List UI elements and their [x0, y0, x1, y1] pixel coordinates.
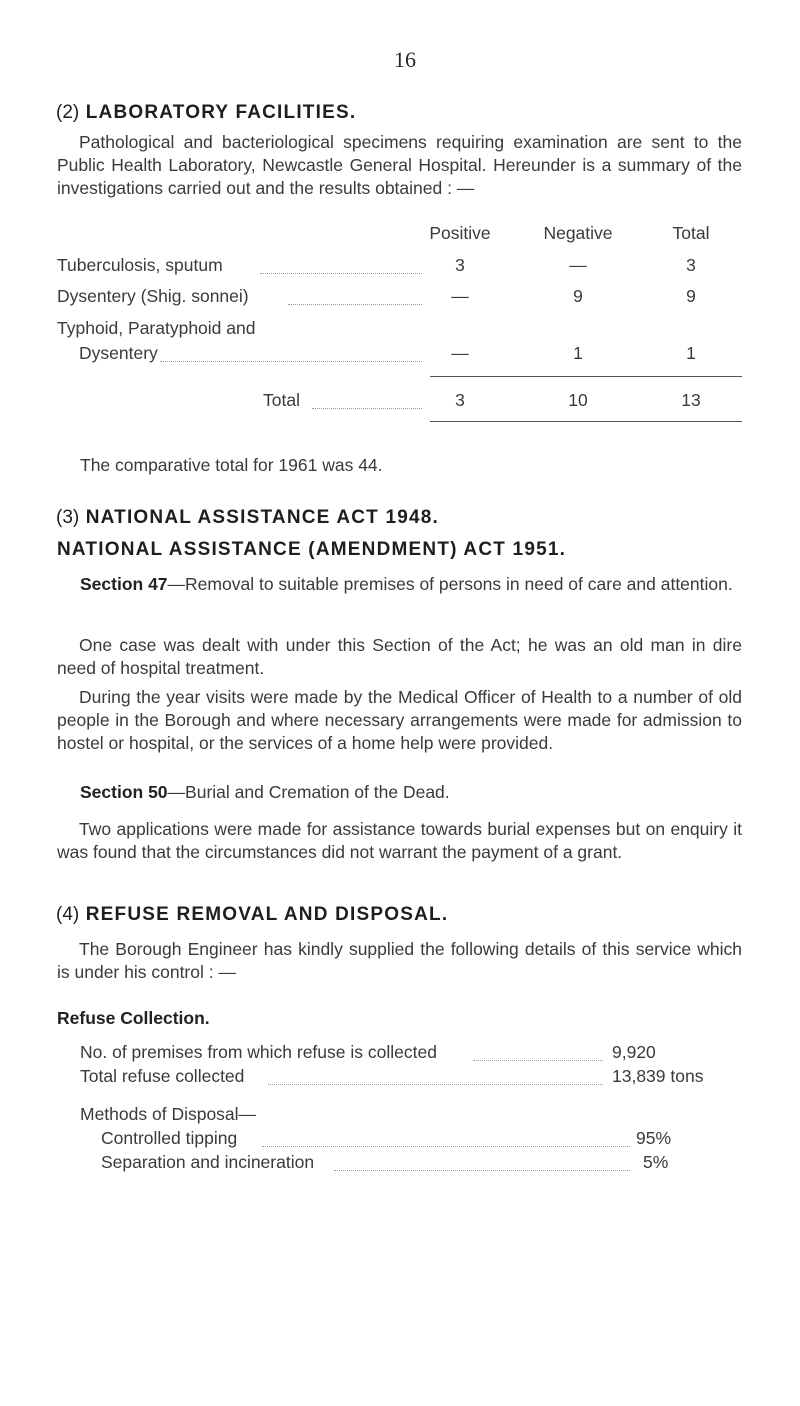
cell-negative: —: [569, 255, 587, 275]
cell-positive: 3: [455, 255, 465, 275]
total-negative: 10: [568, 390, 588, 410]
refuse-heading: [56, 904, 448, 926]
row-label: Dysentery (Shig. sonnei): [57, 286, 249, 306]
tipping-label: Controlled tipping: [101, 1128, 238, 1148]
leader-dots: [260, 272, 422, 274]
table-rule-top: [430, 376, 742, 377]
section-47-paragraph-1: One case was dealt with under this Section of the Act; he was an old man in dire need of hospital treatment.: [57, 635, 742, 678]
row-label-line1: Typhoid, Paratyphoid and: [57, 318, 256, 338]
cell-total: 9: [686, 286, 696, 306]
section-50-heading: [80, 782, 450, 803]
section-47-label: Section 47: [80, 574, 168, 594]
collected-value: 13,839 tons: [612, 1066, 704, 1086]
column-header-total: Total: [672, 223, 710, 243]
assistance-heading-line2: NATIONAL ASSISTANCE (AMENDMENT) ACT 1951.: [57, 539, 567, 560]
leader-dots: [262, 1145, 630, 1147]
total-label: Total: [263, 390, 300, 410]
leader-dots: [334, 1169, 630, 1171]
leader-dots: [288, 303, 422, 305]
row-label: Tuberculosis, sputum: [57, 255, 223, 275]
refuse-collection-subheading: Refuse Collection.: [57, 1008, 210, 1028]
leader-dots: [312, 407, 422, 409]
premises-label: No. of premises from which refuse is collected: [80, 1042, 437, 1062]
section-50-title: —Burial and Cremation of the Dead.: [167, 782, 450, 802]
assistance-heading-text: NATIONAL ASSISTANCE ACT 1948.: [85, 507, 439, 528]
section-47-paragraph-2: During the year visits were made by the Medical Officer of Health to a number of old people in the Borough and where necessary arrangements were made for admission to hostel or hospital, or the services of a home help were provided.: [57, 687, 742, 753]
section-50-paragraph: Two applications were made for assistance towards burial expenses but on enquiry it was found that the circumstances did not warrant the payment of a grant.: [57, 819, 742, 862]
cell-positive: —: [451, 343, 469, 363]
total-positive: 3: [455, 390, 465, 410]
cell-positive: —: [451, 286, 469, 306]
refuse-heading-text: REFUSE REMOVAL AND DISPOSAL.: [85, 904, 449, 925]
cell-total: 3: [686, 255, 696, 275]
row-label-line2: Dysentery: [79, 343, 158, 363]
tipping-value: 95%: [636, 1128, 672, 1148]
leader-dots: [160, 360, 422, 362]
laboratory-heading: [56, 102, 356, 124]
section-47-title: —Removal to suitable premises of persons in need of care and attention.: [167, 574, 733, 594]
table-rule-bottom: [430, 421, 742, 422]
laboratory-heading-number: (2): [56, 102, 80, 123]
incineration-value: 5%: [643, 1152, 669, 1172]
methods-label: Methods of Disposal—: [80, 1104, 257, 1124]
refuse-intro: The Borough Engineer has kindly supplied the following details of this service which is under his control : —: [57, 939, 742, 982]
collected-label: Total refuse collected: [80, 1066, 245, 1086]
laboratory-heading-text: LABORATORY FACILITIES.: [85, 102, 357, 123]
column-header-negative: Negative: [543, 223, 613, 243]
cell-negative: 9: [573, 286, 583, 306]
leader-dots: [268, 1083, 603, 1085]
incineration-label: Separation and incineration: [101, 1152, 315, 1172]
section-47-heading: [80, 573, 740, 596]
laboratory-intro: Pathological and bacteriological specimens requiring examination are sent to the Public Health Laboratory, Newcastle General Hospital. Hereunder is a summary of the investigations carried out and the results obtained : —: [57, 132, 742, 198]
cell-total: 1: [686, 343, 696, 363]
total-total: 13: [681, 390, 701, 410]
column-header-positive: Positive: [429, 223, 491, 243]
comparative-total: The comparative total for 1961 was 44.: [80, 455, 383, 475]
premises-value: 9,920: [612, 1042, 656, 1062]
page-number: 16: [394, 47, 416, 72]
section-50-label: Section 50: [80, 782, 168, 802]
assistance-heading-number: (3): [56, 507, 80, 528]
assistance-heading-line1: [56, 507, 439, 529]
refuse-heading-number: (4): [56, 904, 80, 925]
cell-negative: 1: [573, 343, 583, 363]
leader-dots: [473, 1059, 603, 1061]
